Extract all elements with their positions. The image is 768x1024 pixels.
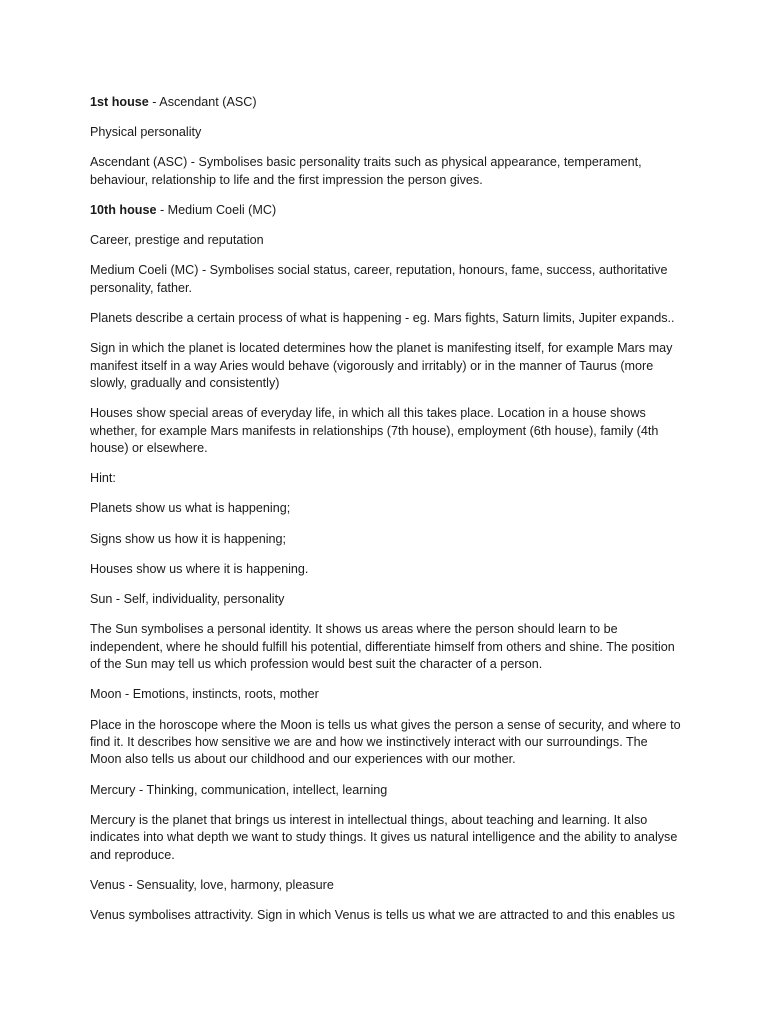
paragraph-text: Venus - Sensuality, love, harmony, pleasure — [90, 877, 334, 892]
paragraph — [90, 812, 682, 864]
heading-text: - Medium Coeli (MC) — [156, 203, 277, 218]
heading-1st-house — [90, 94, 682, 111]
document-body — [90, 94, 682, 937]
paragraph-text: Ascendant (ASC) - Symbolises basic personality traits such as physical appearance, temperament, behaviour, relationship to life and the first impression the person gives. — [90, 155, 642, 187]
paragraph — [90, 907, 682, 924]
paragraph — [90, 154, 682, 189]
paragraph-text: Signs show us how it is happening; — [90, 531, 287, 546]
paragraph-text: The Sun symbolises a personal identity. It shows us areas where the person should learn to be independent, where he should fulfill his potential, differentiate himself from others and shine. The position of the Sun may tell us which profession would best suit the character of a person. — [90, 622, 675, 672]
paragraph — [90, 591, 682, 608]
paragraph-text: Mercury is the planet that brings us interest in intellectual things, about teaching and learning. It also indicates into what depth we want to study things. It gives us natural intelligence and the ability to analyse and reproduce. — [90, 812, 678, 862]
paragraph-text: Planets describe a certain process of what is happening - eg. Mars fights, Saturn limits, Jupiter expands.. — [90, 311, 675, 326]
heading-bold: 10th house — [90, 203, 157, 218]
paragraph — [90, 500, 682, 517]
heading-text: - Ascendant (ASC) — [148, 95, 257, 109]
paragraph — [90, 262, 682, 297]
paragraph-text: Houses show special areas of everyday life, in which all this takes place. Location in a house shows whether, for example Mars manifests in relationships (7th house), employment (6th house), family (4th house) or elsewhere. — [90, 406, 659, 456]
paragraph — [90, 232, 682, 249]
paragraph-text: Sign in which the planet is located determines how the planet is manifesting itself, for example Mars may manifest itself in a way Aries would behave (vigorously and irritably) or in the manner of Taurus (more slowly, gradually and consistently) — [90, 341, 673, 391]
paragraph — [90, 310, 682, 327]
paragraph — [90, 621, 682, 673]
heading-bold: 1st house — [90, 95, 149, 109]
paragraph-text: Hint: — [90, 471, 116, 486]
paragraph — [90, 561, 682, 578]
paragraph — [90, 686, 682, 703]
paragraph-text: Sun - Self, individuality, personality — [90, 592, 285, 607]
paragraph-text: Place in the horoscope where the Moon is tells us what gives the person a sense of security, and where to find it. It describes how sensitive we are and how we instinctively interact with our surroundings. The Moon also tells us about our childhood and our experiences with our mother. — [90, 717, 681, 767]
paragraph — [90, 470, 682, 487]
paragraph — [90, 877, 682, 894]
paragraph — [90, 124, 682, 141]
paragraph-text: Planets show us what is happening; — [90, 501, 291, 516]
paragraph-text: Career, prestige and reputation — [90, 233, 264, 248]
paragraph-text: Physical personality — [90, 125, 202, 140]
paragraph — [90, 717, 682, 769]
paragraph — [90, 531, 682, 548]
paragraph — [90, 782, 682, 799]
paragraph-text: Medium Coeli (MC) - Symbolises social status, career, reputation, honours, fame, success, authoritative personality, father. — [90, 263, 668, 295]
paragraph-text: Moon - Emotions, instincts, roots, mother — [90, 687, 319, 702]
paragraph — [90, 340, 682, 392]
paragraph-text: Venus symbolises attractivity. Sign in which Venus is tells us what we are attracted to and this enables us — [90, 907, 675, 922]
heading-10th-house — [90, 202, 682, 219]
paragraph — [90, 405, 682, 457]
paragraph-text: Mercury - Thinking, communication, intellect, learning — [90, 782, 388, 797]
paragraph-text: Houses show us where it is happening. — [90, 561, 309, 576]
